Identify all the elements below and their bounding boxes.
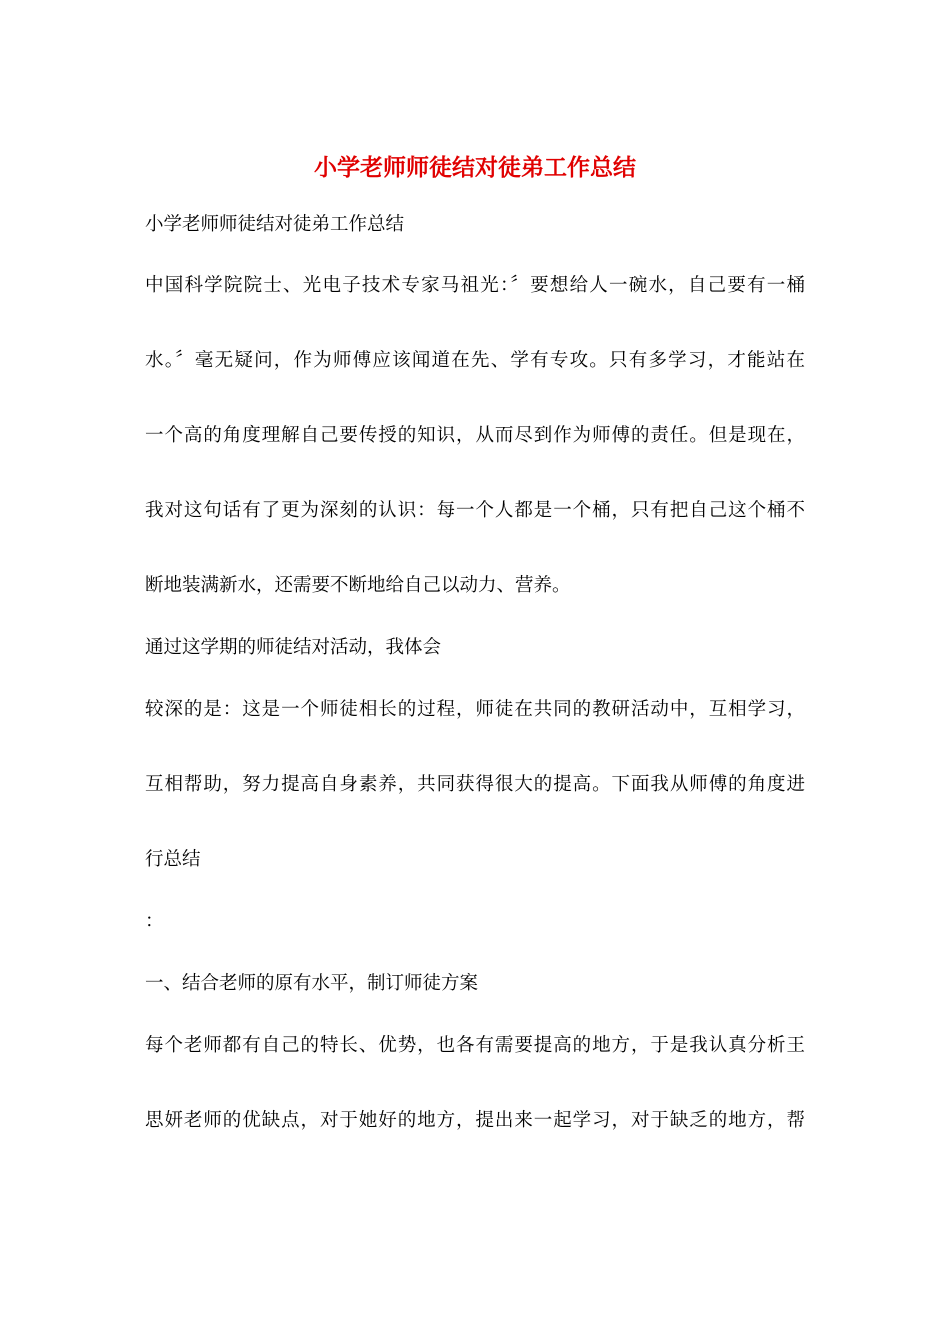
paragraph-line: 每个老师都有自己的特长、优势，也各有需要提高的地方，于是我认真分析王	[145, 1035, 805, 1056]
paragraph-line: 我对这句话有了更为深刻的认识：每一个人都是一个桶，只有把自己这个桶不	[145, 500, 805, 521]
paragraph-line: 较深的是：这是一个师徒相长的过程，师徒在共同的教研活动中，互相学习，	[145, 699, 805, 720]
paragraph-line: 一个高的角度理解自己要传授的知识，从而尽到作为师傅的责任。但是现在，	[145, 425, 805, 446]
section-heading: 一、结合老师的原有水平，制订师徒方案	[145, 973, 479, 994]
paragraph-line: 通过这学期的师徒结对活动，我体会	[145, 637, 442, 658]
paragraph-line: ：	[145, 911, 164, 932]
paragraph-line: 中国科学院院士、光电子技术专家马祖光：〞要想给人一碗水，自己要有一桶	[145, 275, 805, 296]
paragraph-line: 行总结	[145, 849, 201, 870]
paragraph-line: 水。〞毫无疑问，作为师傅应该闻道在先、学有专攻。只有多学习，才能站在	[145, 350, 805, 371]
document-title: 小学老师师徒结对徒弟工作总结	[314, 154, 636, 181]
paragraph-line: 断地装满新水，还需要不断地给自己以动力、营养。	[145, 575, 571, 596]
paragraph-line: 互相帮助，努力提高自身素养，共同获得很大的提高。下面我从师傅的角度进	[145, 774, 805, 795]
paragraph-line: 小学老师师徒结对徒弟工作总结	[145, 214, 405, 235]
paragraph-line: 思妍老师的优缺点，对于她好的地方，提出来一起学习，对于缺乏的地方，帮	[145, 1110, 805, 1131]
